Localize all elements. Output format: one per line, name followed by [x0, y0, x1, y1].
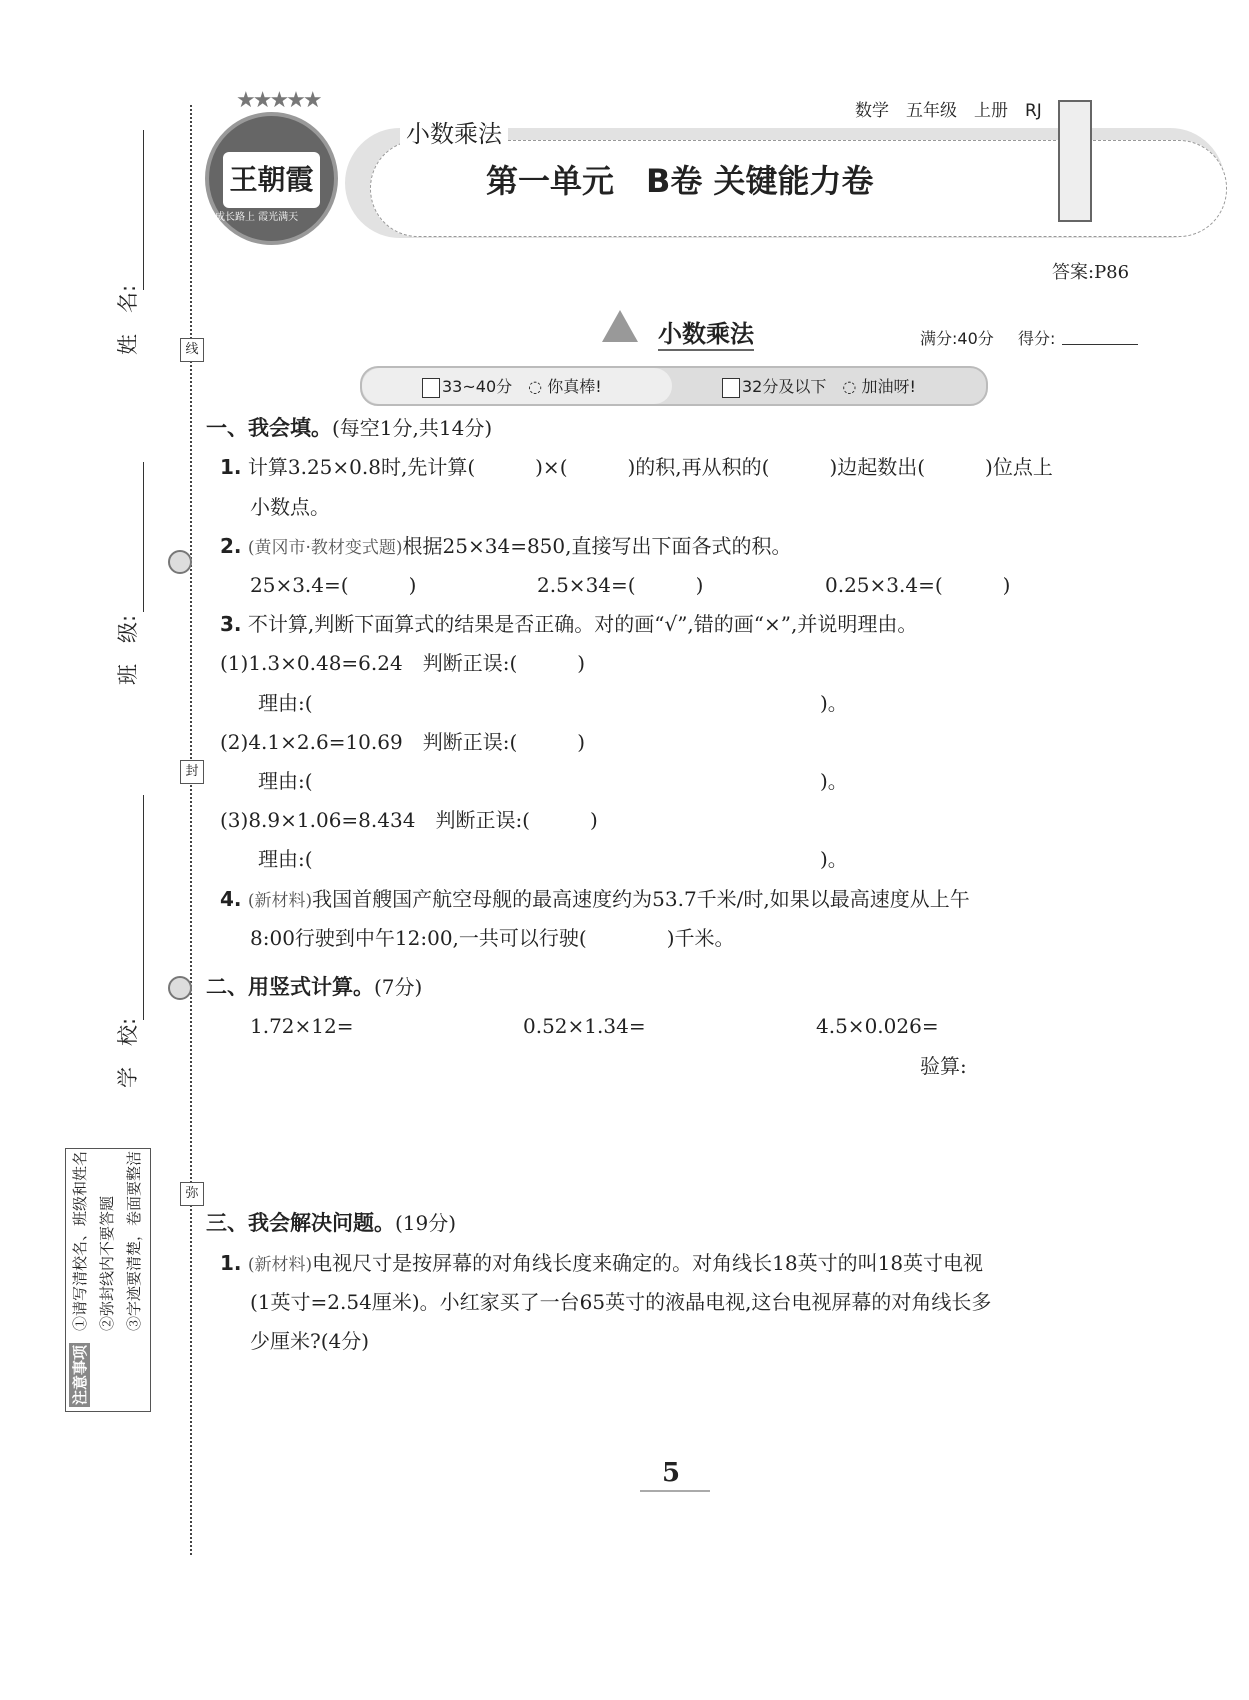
- name-field[interactable]: [143, 130, 144, 290]
- page-title: 第一单元 B卷 关键能力卷: [486, 162, 874, 200]
- banner-topic: 小数乘法: [400, 114, 508, 149]
- brand-logo: 王朝霞 成长路上 霞光满天: [205, 112, 338, 245]
- score-label: 得分:: [1018, 329, 1056, 348]
- name-label: 姓 名:: [116, 284, 140, 355]
- rating-a-checkbox[interactable]: [422, 378, 440, 398]
- notice-box: 注意事项 ①请写清校名、班级和姓名 ②弥封线内不要答题 ③字迹要清楚，卷面要整洁: [65, 1148, 151, 1412]
- decor-icon: [168, 976, 192, 1000]
- page-number: 5: [662, 1458, 681, 1488]
- section3-title: 三、我会解决问题。: [206, 1211, 395, 1235]
- section-title: 小数乘法: [658, 314, 754, 351]
- class-field[interactable]: [143, 462, 144, 612]
- school-field[interactable]: [143, 795, 144, 1020]
- class-label: 班 级:: [116, 614, 140, 685]
- wave-decor: [640, 1490, 710, 1492]
- seal-mark-mi: 弥: [180, 1182, 204, 1206]
- answer-ref: 答案:P86: [1052, 262, 1130, 283]
- decor-icon: [168, 550, 192, 574]
- rating-b-checkbox[interactable]: [722, 378, 740, 398]
- lighthouse-icon: [1058, 100, 1092, 222]
- score-field[interactable]: [1062, 344, 1138, 345]
- exam-page: 线 封 弥 姓 名: 班 级: 学 校: 注意事项 ①请写清校名、班级和姓名 ②弥封线内不要答题 ③字迹要清楚，卷面要整洁 王朝霞 成长路上 霞光满天 ★★★★★ 数学 五年级 上册 RJ 小数乘法 第一单元 B卷 关键能力卷 答案:P86 小数乘法 满分:40分 得分: 33~40分 ◌ 你真棒! 32分及以下 ◌ 加油呀! 一、我会填。(每空1分,共14分) 1. 计算3.25×0.8时,先计算( )×( )的积,再从积的( )边起数出( )位点上 小数点。 2. (黄冈市·教材变式题)根据25×34=850,直接写出下面各式的积。 25×3.4=( ) 2.5×34=( ) 0.25×3.4=( ) 3. 不计算,判断下面算式的结果是否正确。对的画“√”,错的画“×”,并说明理由。 (1)1.3×0.48=6.24 判断正误:( ) 理由:( )。 (2)4.1×2.6=10.69 判断正误:( ) 理由:( )。 (3)8.9×1.06=8.434 判断正误:( ) 理由:( )。 4. (新材料)我国首艘国产航空母舰的最高速度约为53.7千米/时,如果以最高速度从上午 8:00行驶到中午12:00,一共可以行驶( )千米。 二、用竖式计算。(7分) 1.72×12= 0.52×1.34= 4.5×0.026= 验算: 三、我会解决问题。(19分) 1. (新材料)电视尺寸是按屏幕的对角线长度来确定的。对角线长18英寸的叫18英寸电视 (1英寸=2.54厘米)。小红家买了一台65英寸的液晶电视,这台电视屏幕的对角线长多 少厘米?(4分) 5: [0, 0, 1249, 1700]
- full-score: 满分:40分: [920, 329, 994, 348]
- stars-icon: ★★★★★: [236, 88, 320, 113]
- section2-title: 二、用竖式计算。: [206, 975, 374, 999]
- section1-title: 一、我会填。: [206, 416, 332, 440]
- subject-info: 数学 五年级 上册 RJ: [855, 101, 1042, 121]
- rating-bar: 33~40分 ◌ 你真棒! 32分及以下 ◌ 加油呀!: [360, 366, 988, 406]
- seal-mark-seal: 封: [180, 760, 204, 784]
- school-label: 学 校:: [116, 1017, 140, 1088]
- sailboat-icon: [602, 310, 638, 342]
- seal-line: [190, 105, 192, 1555]
- q1-text: 计算3.25×0.8时,先计算( )×( )的积,再从积的( )边起数出( )位点上: [247, 455, 1053, 479]
- seal-mark-line: 线: [180, 338, 204, 362]
